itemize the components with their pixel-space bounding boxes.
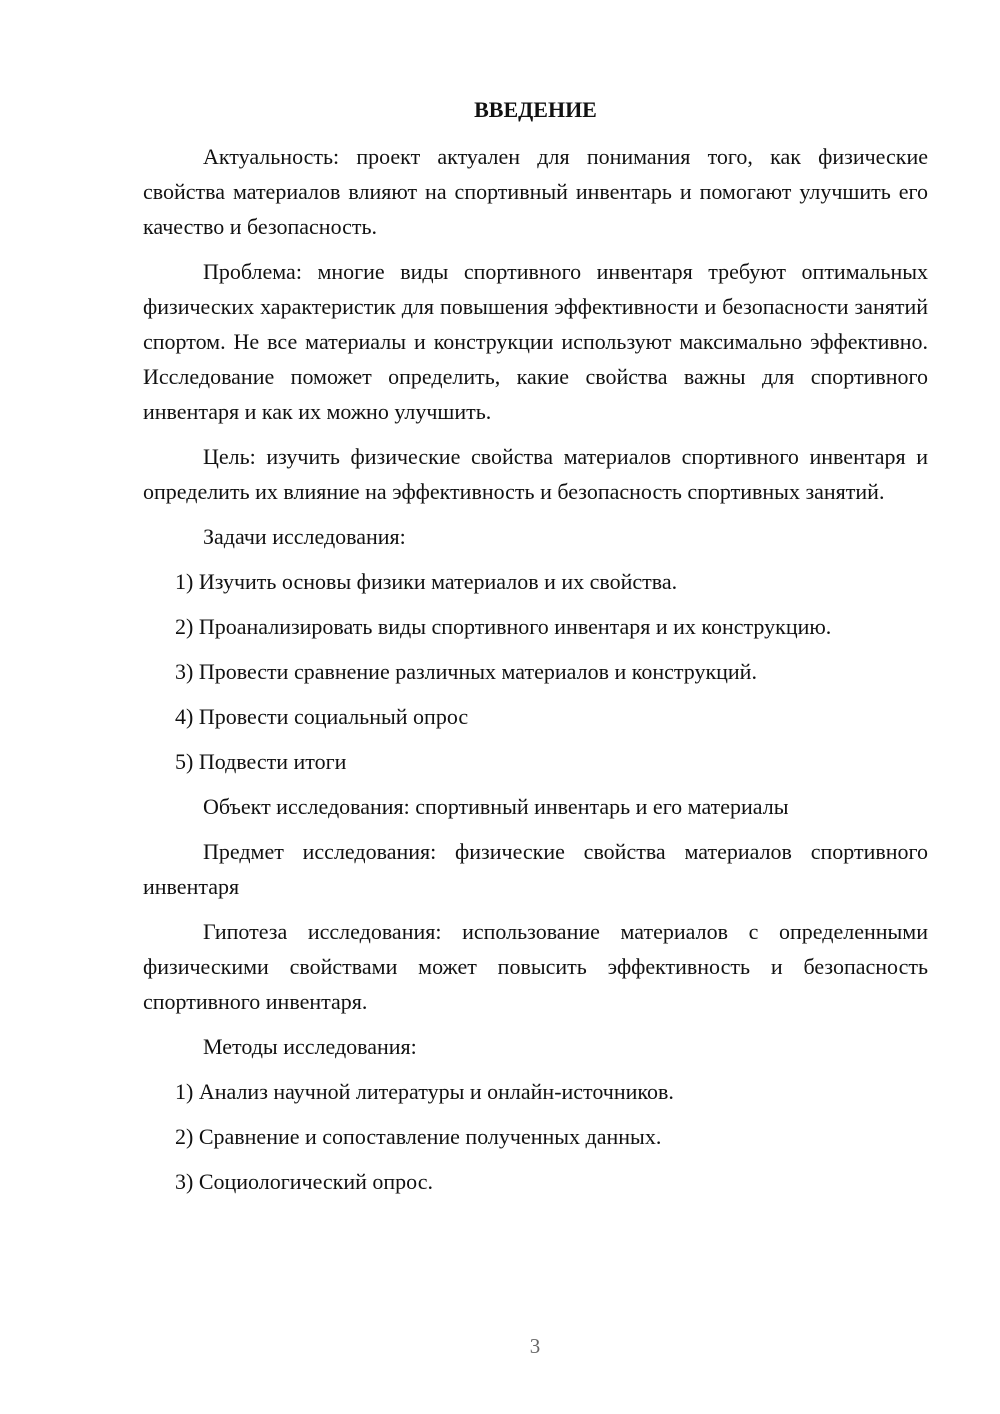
list-item: 1) Анализ научной литературы и онлайн-источников.: [175, 1079, 674, 1104]
tasks-heading: Задачи исследования:: [203, 524, 406, 549]
methods-list: [143, 1074, 928, 1199]
list-item: 3) Социологический опрос.: [175, 1169, 433, 1194]
list-item: 2) Проанализировать виды спортивного инвентаря и их конструкцию.: [175, 614, 832, 639]
paragraph-relevance: Актуальность: проект актуален для понимания того, как физические свойства материалов влияют на спортивный инвентарь и помогают улучшить его качество и безопасность.: [143, 144, 928, 239]
paragraph-hypothesis: Гипотеза исследования: использование материалов с определенными физическими свойствами может повысить эффективность и безопасность спортивного инвентаря.: [143, 919, 928, 1014]
paragraph-goal: Цель: изучить физические свойства материалов спортивного инвентаря и определить их влияние на эффективность и безопасность спортивных занятий.: [143, 444, 928, 504]
list-item: 5) Подвести итоги: [175, 749, 347, 774]
list-item: 2) Сравнение и сопоставление полученных данных.: [175, 1124, 662, 1149]
page-content: [143, 96, 928, 1209]
page-title: ВВЕДЕНИЕ: [474, 97, 597, 122]
list-item: 4) Провести социальный опрос: [175, 704, 469, 729]
list-item: 3) Провести сравнение различных материалов и конструкций.: [175, 659, 757, 684]
paragraph-object: Объект исследования: спортивный инвентарь и его материалы: [203, 794, 789, 819]
page-number: 3: [529, 1334, 541, 1358]
paragraph-subject: Предмет исследования: физические свойства материалов спортивного инвентаря: [143, 839, 928, 899]
paragraph-problem: Проблема: многие виды спортивного инвентаря требуют оптимальных физических характеристик для повышения эффективности и безопасности занятий спортом. Не все материалы и конструкции используют максимально эффективно. Исследование поможет определить, какие свойства важны для спортивного инвентаря и как их можно улучшить.: [143, 259, 928, 424]
tasks-list: [143, 564, 928, 779]
list-item: 1) Изучить основы физики материалов и их свойства.: [175, 569, 678, 594]
methods-heading: Методы исследования:: [203, 1034, 417, 1059]
